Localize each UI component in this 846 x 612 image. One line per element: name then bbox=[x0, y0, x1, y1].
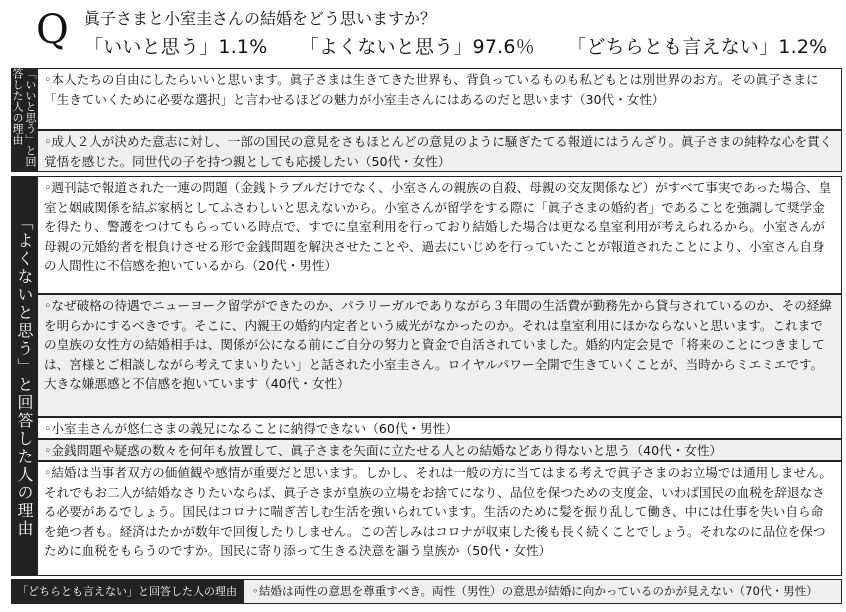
bad-reason-item: ◦金銭問題や疑惑の数々を何年も放置して、眞子さまを矢面に立たせる人との結婚などあり得ないと思う（40代・女性） bbox=[37, 439, 842, 461]
good-reason-item: ◦本人たちの自由にしたらいいと思います。眞子さまは生きてきた世界も、背負っているものも私どもとは別世界のお方。その眞子さまに「生きていくために必要な選択」と言わせるほどの魅力が小室圭さんにはあるのだと思います（30代・女性） bbox=[37, 68, 842, 130]
neutral-reason-item: ◦結婚は両性の意思を尊重すべき。両性（男性）の意思が結婚に向かっているのかが見えない（70代・男性） bbox=[243, 579, 842, 604]
bad-reason-item: ◦週刊誌で報道された一連の問題（金銭トラブルだけでなく、小室さんの親族の自殺、母親の交友関係など）がすべて事実であった場合、皇室と姻戚関係を結ぶ家柄としてふさわしいと思えないから。小室さんが留学をする際に「眞子さまの婚約者」であることを強調して奨学金を得たり、警護をつけてもらっている時点で、すでに皇室利用を行っており結婚した場合は更なる皇室利用が考えられるから。小室さんが母親の元婚約者を根負けさせる形で金銭問題を解決させたことや、過去にいじめを行っていたことが報道されたことにより、小室さん自身の人間性に不信感を抱いているから（20代・男性） bbox=[37, 176, 842, 294]
question-mark-letter: Q bbox=[36, 7, 69, 53]
bad-reason-item: ◦小室圭さんが悠仁さまの義兄になることに納得できない（60代・男性） bbox=[37, 417, 842, 439]
result-neutral: 「どちらとも言えない」1.2% bbox=[567, 36, 828, 58]
question-header bbox=[0, 0, 846, 70]
bad-reasons-section bbox=[11, 176, 842, 576]
bad-reasons-label: 「よくないと思う」と回答した人の理由 bbox=[11, 176, 37, 576]
question-text: 眞子さまと小室圭さんの結婚をどう思いますか？ bbox=[84, 9, 437, 28]
bad-reason-item: ◦結婚は当事者双方の価値観や感情が重要だと思います。しかし、それは一般の方に当てはまる考えで眞子さまのお立場では通用しません。それでもお二人が結婚なさりたいならば、眞子さまが皇族の立場をお捨てになり、品位を保つための支度金、いわば国民の血税を辞退なさる必要があるでしょう。国民はコロナに喘ぎ苦しむ生活を強いられています。生活のために髪を振り乱して働き、中には仕事を失い自ら命を絶つ者も。経済はたかが数年で回復したりしません。この苦しみはコロナが収束した後も長く続くことでしょう。それなのに品位を保つために血税をもらうのですか。国民に寄り添って生きる決意を謳う皇族か（50代・女性） bbox=[37, 461, 842, 576]
survey-results bbox=[84, 34, 846, 60]
neutral-reasons-label: 「どちらとも言えない」と回答した人の理由 bbox=[11, 579, 243, 604]
good-reason-item: ◦成人２人が決めた意志に対し、一部の国民の意見をさもほとんどの意見のように騒ぎたてる報道にはうんざり。眞子さまの純粋な心を貫く覚悟を感じた。同世代の子を持つ親としても応援したい（50代・女性） bbox=[37, 130, 842, 172]
result-good: 「いいと思う」1.1% bbox=[84, 36, 268, 58]
good-reasons-section bbox=[11, 68, 842, 172]
good-reasons-label: 「いいと思う」と回答した人の理由 bbox=[11, 68, 37, 172]
bad-reason-item: ◦なぜ破格の待遇でニューヨーク留学ができたのか、パラリーガルでありながら３年間の生活費が勤務先から貸与されているのか、その経緯を明らかにするべきです。そこに、内親王の婚約内定者という威光がなかったのか。それは皇室利用にほかならないと思います。これまでの皇族の女性方の結婚相手は、関係が公になる前にご自分の努力と資金で自活されていました。婚約内定会見で「将来のことにつきましては、宮様とご相談しながら考えてまいりたい」と話された小室圭さん。ロイヤルパワー全開で生きていくことが、当時からミエミエです。大きな嫌悪感と不信感を抱いています（40代・女性） bbox=[37, 294, 842, 417]
result-bad: 「よくないと思う」97.6％ bbox=[299, 36, 535, 58]
